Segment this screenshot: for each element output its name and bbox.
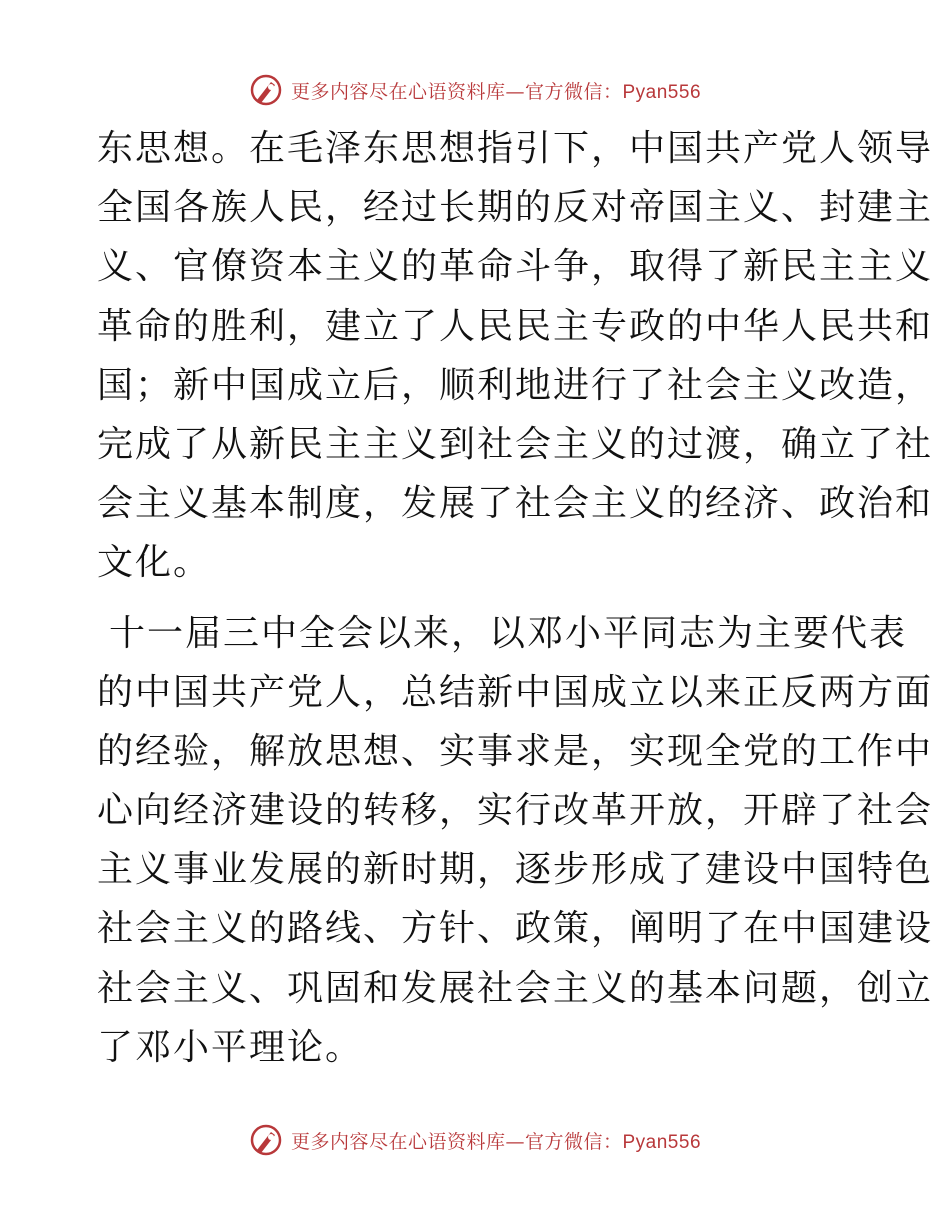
text-line: 全国各族人民，经过长期的反对帝国主义、封建主 (97, 187, 934, 229)
footer-watermark-text: 更多内容尽在心语资料库—官方微信：Pyan556 (290, 1130, 702, 1153)
text-line: 会主义基本制度，发展了社会主义的经济、政治和 (97, 483, 934, 525)
text-line: 的经验，解放思想、实事求是，实现全党的工作中 (97, 730, 934, 772)
text-line: 主义事业发展的新时期，逐步形成了建设中国特色 (97, 849, 934, 891)
text-line: 十一届三中全会以来，以邓小平同志为主要代表 (109, 612, 908, 654)
text-line: 东思想。在毛泽东思想指引下，中国共产党人领导 (97, 128, 934, 169)
text-line: 社会主义、巩固和发展社会主义的基本问题，创立 (97, 967, 934, 1009)
pen-circle-logo-icon (249, 1123, 283, 1157)
header-watermark-text: 更多内容尽在心语资料库—官方微信：Pyan556 (290, 80, 702, 103)
text-line: 国；新中国成立后，顺利地进行了社会主义改造， (97, 364, 934, 406)
paragraph-2 (97, 604, 934, 1078)
text-line: 心向经济建设的转移，实行改革开放，开辟了社会 (97, 790, 934, 832)
paragraph-1 (97, 119, 934, 593)
text-line: 文化。 (97, 542, 212, 584)
text-line: 革命的胜利，建立了人民民主专政的中华人民共和 (97, 305, 934, 347)
text-line: 社会主义的路线、方针、政策，阐明了在中国建设 (97, 908, 934, 950)
text-line: 的中国共产党人，总结新中国成立以来正反两方面 (97, 671, 934, 713)
text-line: 义、官僚资本主义的革命斗争，取得了新民主主义 (97, 246, 934, 288)
document-body (97, 119, 934, 1077)
pen-circle-logo-icon (249, 73, 283, 107)
text-line: 了邓小平理论。 (97, 1026, 364, 1068)
text-line: 完成了从新民主主义到社会主义的过渡，确立了社 (97, 423, 934, 465)
header-watermark (0, 70, 950, 110)
footer-watermark (0, 1120, 950, 1160)
